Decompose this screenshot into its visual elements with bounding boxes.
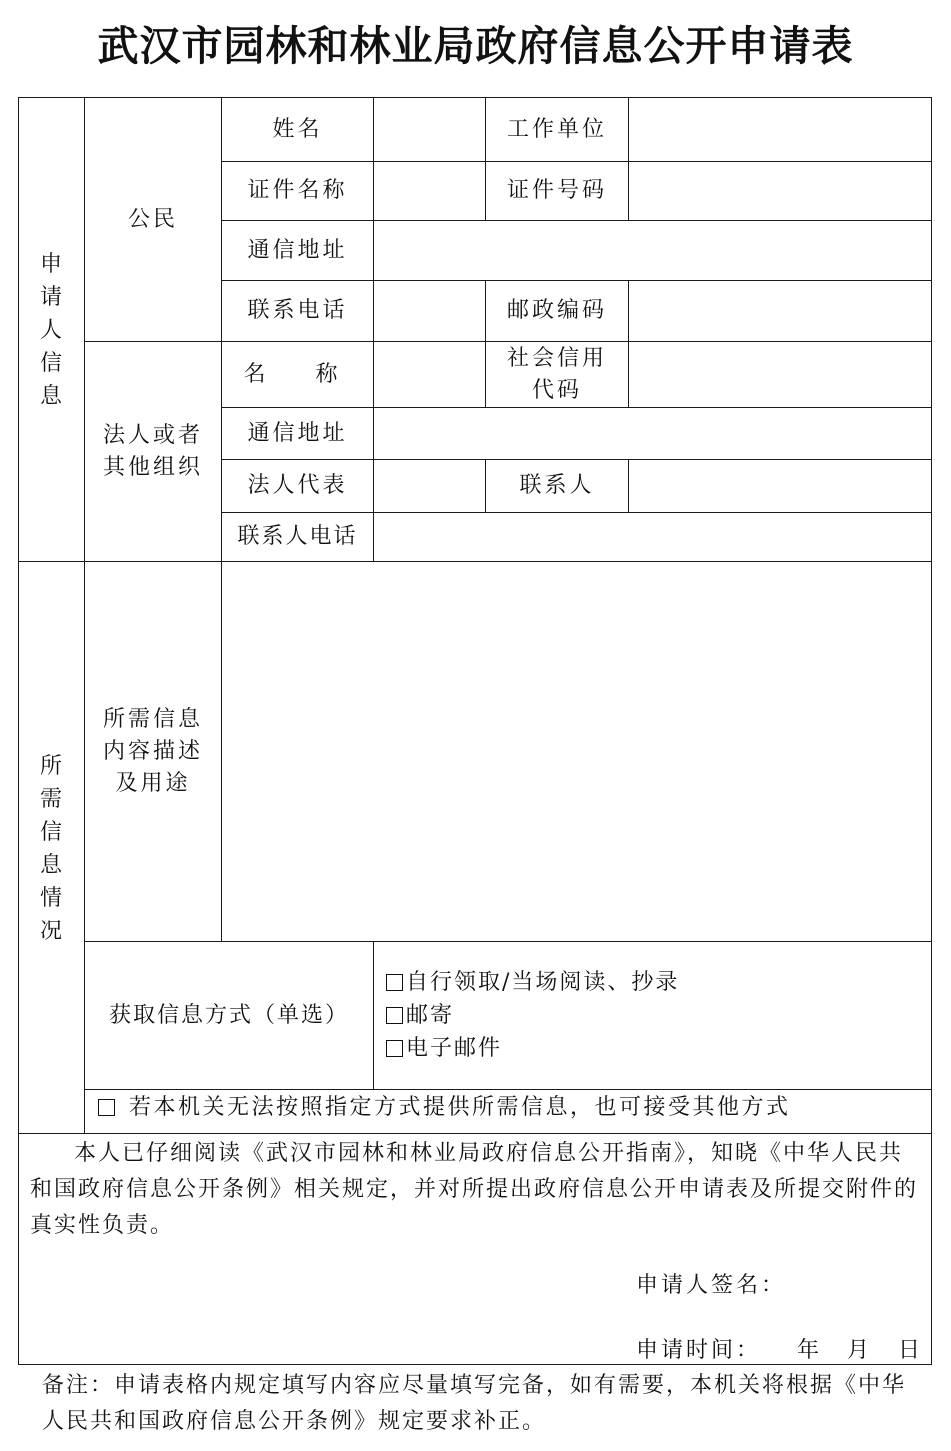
method-option-mail[interactable] bbox=[386, 999, 454, 1032]
citizen-name-label: 姓名 bbox=[272, 116, 323, 142]
org-credit-code-line2: 代码 bbox=[531, 377, 582, 403]
table-border-left bbox=[18, 97, 19, 1365]
org-label bbox=[85, 342, 221, 561]
method-label: 获取信息方式（单选） bbox=[108, 1002, 349, 1028]
info-desc-label-line1: 所需信息 bbox=[102, 706, 203, 732]
org-contact-phone-field[interactable] bbox=[374, 513, 931, 561]
checkbox-icon[interactable] bbox=[386, 1040, 403, 1057]
org-address-field[interactable] bbox=[374, 408, 931, 459]
citizen-phone-field[interactable] bbox=[374, 281, 485, 341]
row-line bbox=[84, 1089, 932, 1090]
checkbox-icon[interactable] bbox=[98, 1099, 115, 1116]
info-desc-field[interactable] bbox=[222, 562, 931, 941]
org-credit-code-line1: 社会信用 bbox=[506, 345, 607, 371]
checkbox-icon[interactable] bbox=[386, 974, 403, 991]
citizen-id-number-label: 证件号码 bbox=[506, 178, 607, 203]
method-option-pickup[interactable] bbox=[386, 966, 679, 999]
info-desc-label-line3: 及用途 bbox=[115, 770, 191, 796]
citizen-name-field[interactable] bbox=[374, 98, 485, 161]
declaration-text: 本人已仔细阅读《武汉市园林和林业局政府信息公开指南》，知晓《中华人民共和国政府信息公开条例》相关规定，并对所提出政府信息公开申请表及所提交附件的真实性负责。 bbox=[30, 1141, 919, 1238]
org-contact-phone-label: 联系人电话 bbox=[237, 524, 358, 549]
org-label-line1: 法人或者 bbox=[102, 422, 203, 448]
day-label: 日 bbox=[898, 1338, 924, 1363]
method-option-label: 自行领取/当场阅读、抄录 bbox=[406, 970, 680, 995]
divider-info-declaration bbox=[18, 1133, 932, 1134]
col-line bbox=[373, 941, 374, 1090]
page-title: 武汉市园林和林业局政府信息公开申请表 bbox=[97, 22, 854, 70]
org-legal-rep-field[interactable] bbox=[374, 460, 485, 512]
signature-label: 申请人签名： bbox=[636, 1273, 787, 1298]
alternative-method-option[interactable] bbox=[98, 1091, 791, 1124]
org-credit-code-field[interactable] bbox=[629, 342, 931, 407]
citizen-address-field[interactable] bbox=[374, 221, 931, 280]
org-contact-field[interactable] bbox=[629, 460, 931, 512]
citizen-id-type-field[interactable] bbox=[374, 162, 485, 220]
table-border-right bbox=[931, 97, 932, 1365]
citizen-address-label: 通信地址 bbox=[247, 237, 348, 263]
citizen-employer-field[interactable] bbox=[629, 98, 931, 161]
method-option-label: 邮寄 bbox=[406, 1003, 455, 1028]
method-option-label: 电子邮件 bbox=[406, 1036, 503, 1061]
org-name-label: 名 称 bbox=[243, 361, 352, 387]
checkbox-icon[interactable] bbox=[386, 1007, 403, 1024]
section-label-info: 所需信息情况 bbox=[39, 754, 62, 944]
org-legal-rep-label: 法人代表 bbox=[247, 473, 348, 498]
signature-field[interactable] bbox=[780, 1262, 925, 1302]
org-contact-label: 联系人 bbox=[519, 473, 595, 498]
info-desc-label bbox=[85, 562, 221, 941]
date-label: 申请时间： bbox=[636, 1338, 762, 1363]
org-address-label: 通信地址 bbox=[247, 420, 348, 446]
citizen-postcode-field[interactable] bbox=[629, 281, 931, 341]
month-label: 月 bbox=[847, 1338, 873, 1363]
info-desc-label-line2: 内容描述 bbox=[102, 738, 203, 764]
citizen-label: 公民 bbox=[127, 206, 178, 232]
footnote: 备注：申请表格内规定填写内容应尽量填写完备，如有需要，本机关将根据《中华人民共和国政府信息公开条例》规定要求补正。 bbox=[42, 1373, 907, 1434]
org-label-line2: 其他组织 bbox=[102, 454, 203, 480]
citizen-employer-label: 工作单位 bbox=[506, 116, 607, 142]
year-label: 年 bbox=[797, 1338, 823, 1363]
citizen-postcode-label: 邮政编码 bbox=[506, 298, 607, 323]
citizen-id-number-field[interactable] bbox=[629, 162, 931, 220]
method-option-email[interactable] bbox=[386, 1032, 502, 1065]
citizen-id-type-label: 证件名称 bbox=[247, 178, 348, 203]
section-label-applicant: 申请人信息 bbox=[39, 252, 62, 409]
citizen-phone-label: 联系电话 bbox=[247, 298, 348, 323]
org-name-field[interactable] bbox=[374, 342, 485, 407]
org-credit-code-label bbox=[486, 342, 628, 407]
table-border-bottom bbox=[18, 1364, 932, 1365]
alternative-method-label: 若本机关无法按照指定方式提供所需信息，也可接受其他方式 bbox=[129, 1095, 791, 1120]
